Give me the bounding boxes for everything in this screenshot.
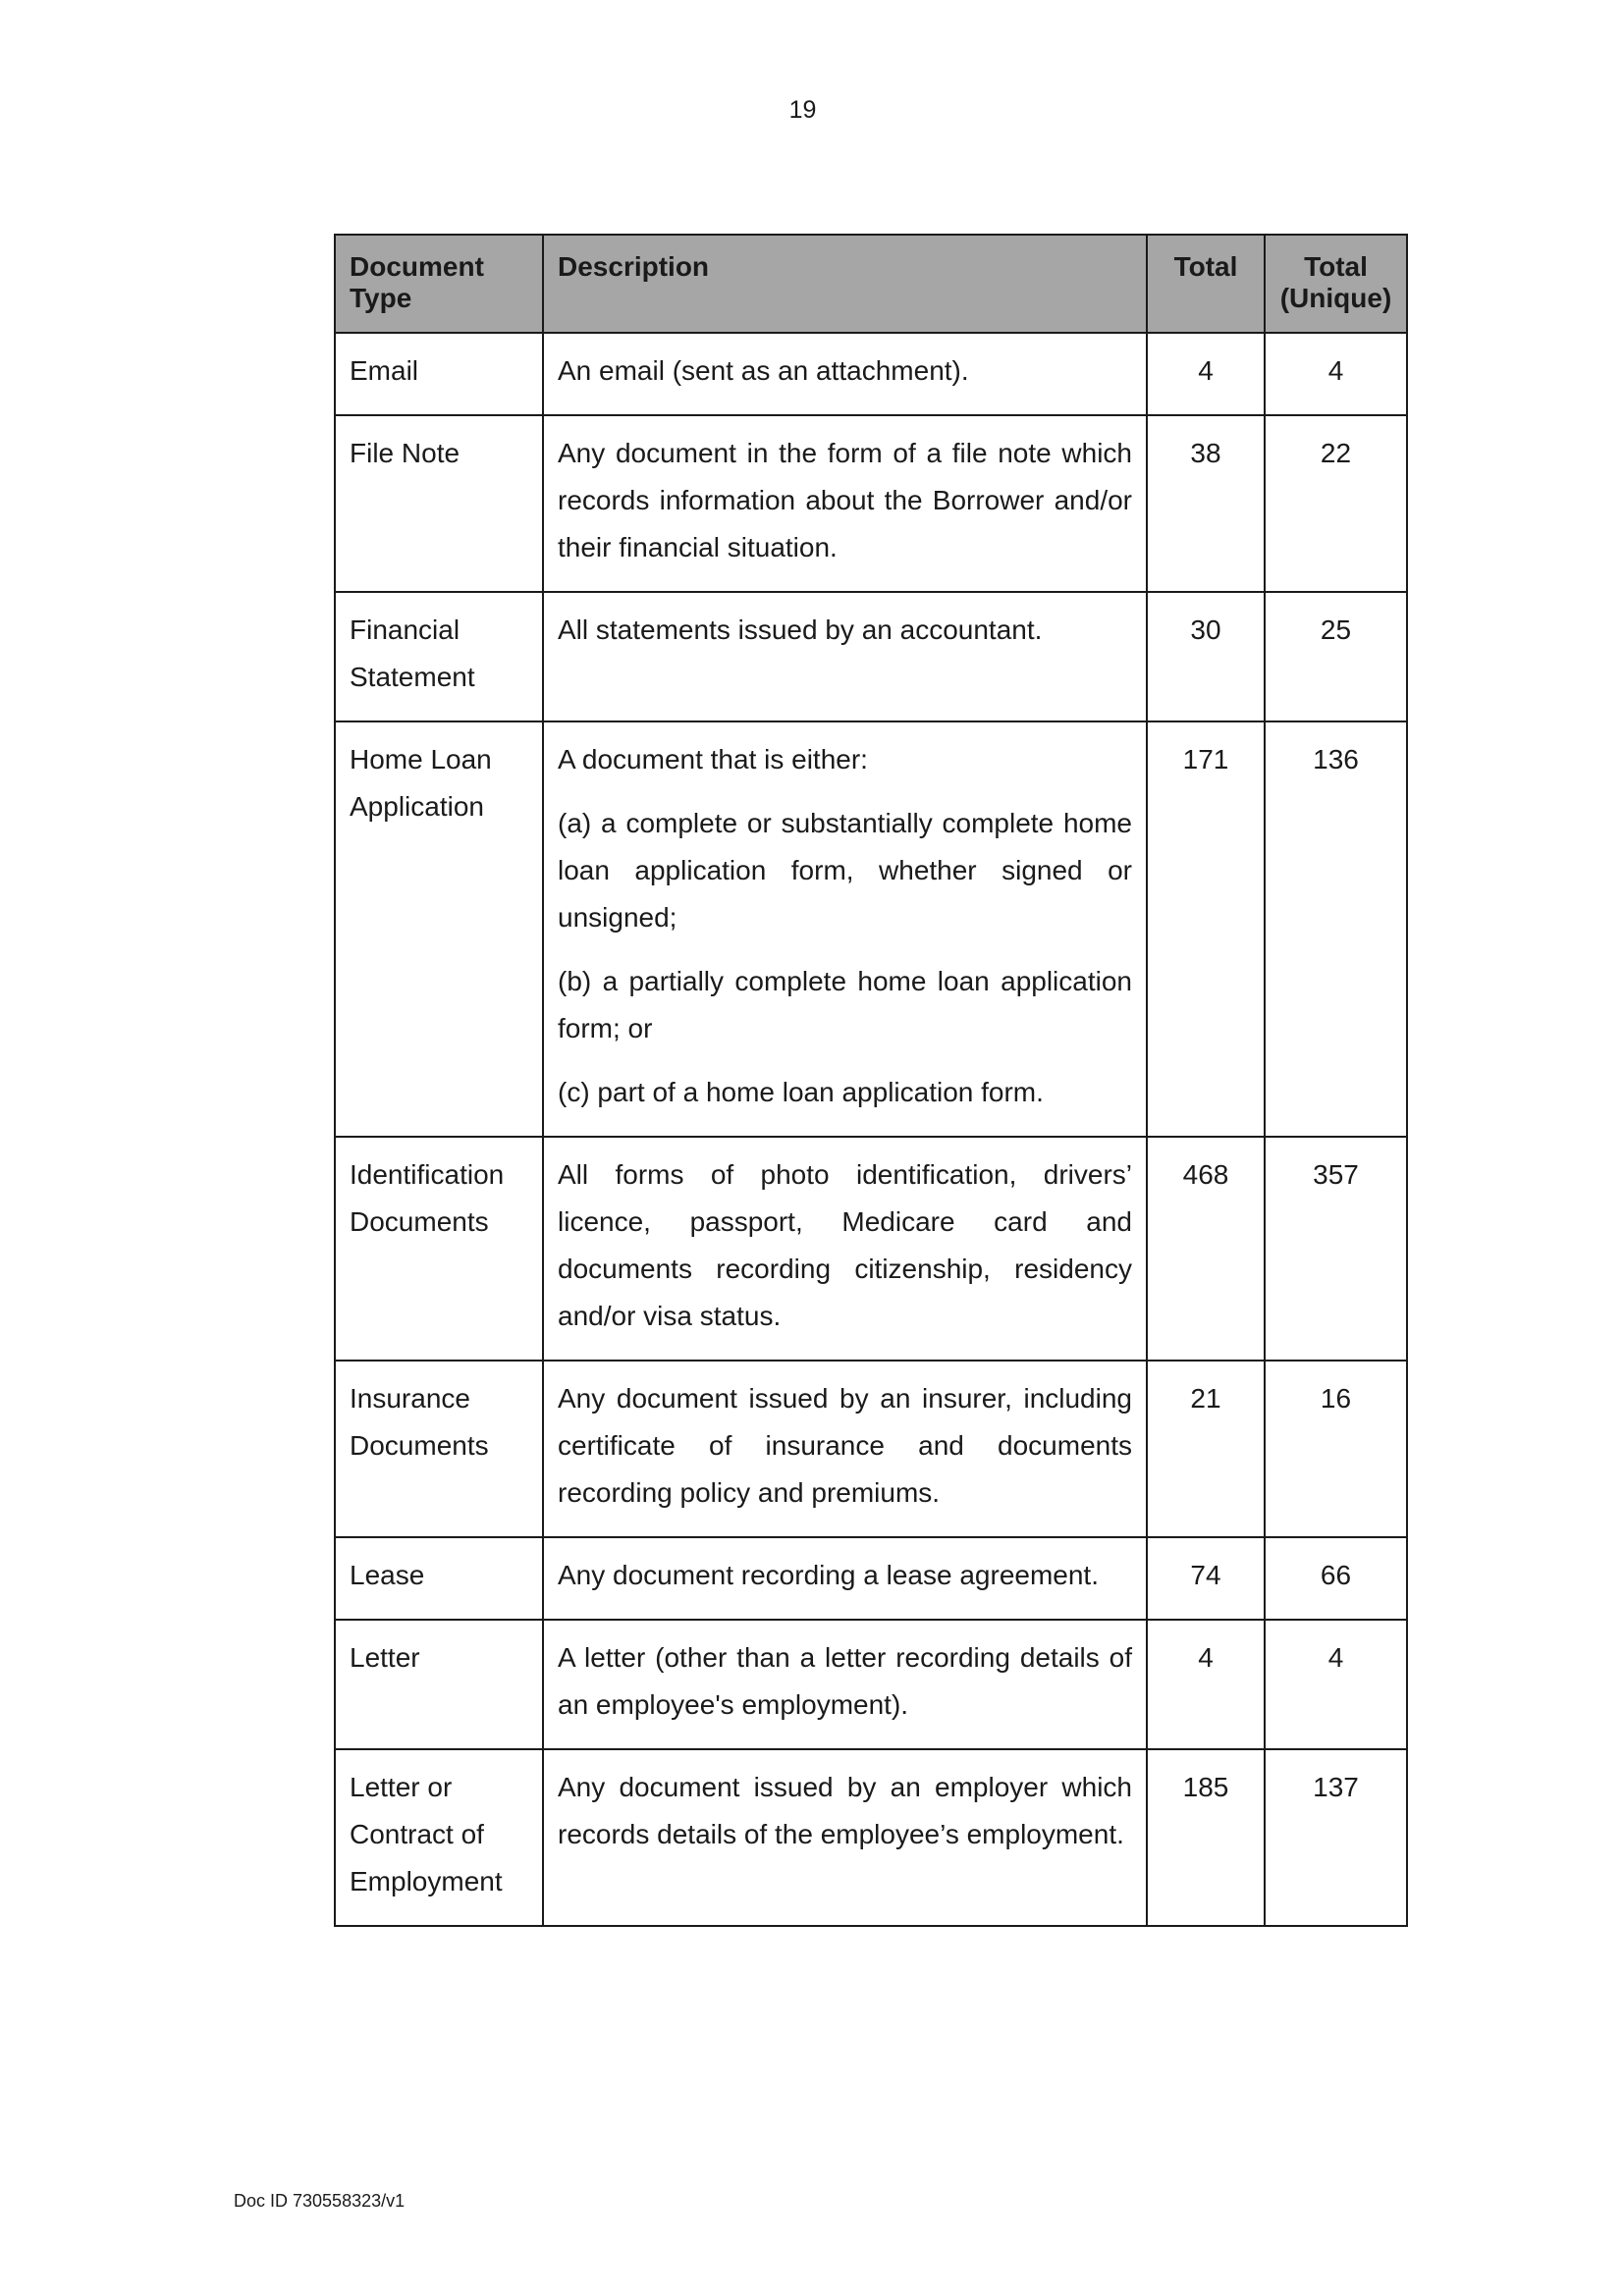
cell-total: 21 (1147, 1361, 1265, 1537)
cell-total-unique: 22 (1265, 415, 1407, 592)
description-paragraph: All statements issued by an accountant. (558, 614, 1043, 645)
cell-document-type: Identification Documents (335, 1137, 543, 1361)
cell-document-type: Home Loan Application (335, 721, 543, 1137)
cell-total-unique: 66 (1265, 1537, 1407, 1620)
cell-description (543, 1137, 1147, 1361)
description-paragraph: (b) a partially complete home loan application form; or (558, 966, 1132, 1043)
doc-id: Doc ID 730558323/v1 (234, 2191, 406, 2211)
cell-description (543, 592, 1147, 721)
table-row (335, 1749, 1407, 1926)
cell-total-unique: 25 (1265, 592, 1407, 721)
table-row (335, 1361, 1407, 1537)
cell-total-unique: 357 (1265, 1137, 1407, 1361)
cell-total: 30 (1147, 592, 1265, 721)
description-paragraph: Any document recording a lease agreement. (558, 1560, 1099, 1590)
description-paragraph: An email (sent as an attachment). (558, 355, 969, 386)
cell-total-unique: 137 (1265, 1749, 1407, 1926)
cell-total: 171 (1147, 721, 1265, 1137)
table-row (335, 721, 1407, 1137)
cell-document-type: Letter or Contract of Employment (335, 1749, 543, 1926)
cell-description (543, 1749, 1147, 1926)
table-row (335, 1620, 1407, 1749)
cell-total: 468 (1147, 1137, 1265, 1361)
description-paragraph: (a) a complete or substantially complete home loan application form, whether signed or unsigned; (558, 808, 1132, 933)
table-row (335, 1537, 1407, 1620)
cell-total-unique: 136 (1265, 721, 1407, 1137)
header-total: Total (1147, 235, 1265, 333)
cell-total: 4 (1147, 1620, 1265, 1749)
description-paragraph: Any document issued by an insurer, including certificate of insurance and documents recording policy and premiums. (558, 1383, 1132, 1508)
header-document-type: Document Type (335, 235, 543, 333)
header-total-unique: Total (Unique) (1265, 235, 1407, 333)
cell-description (543, 1537, 1147, 1620)
description-paragraph: A document that is either: (558, 744, 868, 774)
description-paragraph: (c) part of a home loan application form. (558, 1077, 1044, 1107)
table-row (335, 1137, 1407, 1361)
description-paragraph: A letter (other than a letter recording details of an employee's employment). (558, 1642, 1132, 1720)
table-row (335, 592, 1407, 721)
cell-document-type: Insurance Documents (335, 1361, 543, 1537)
table-row (335, 415, 1407, 592)
cell-description (543, 721, 1147, 1137)
description-paragraph: All forms of photo identification, drivers’ licence, passport, Medicare card and documents recording citizenship, residency and/or visa status. (558, 1159, 1132, 1331)
cell-total-unique: 4 (1265, 1620, 1407, 1749)
cell-description (543, 415, 1147, 592)
cell-description (543, 1620, 1147, 1749)
description-paragraph: Any document issued by an employer which records details of the employee’s employment. (558, 1772, 1132, 1849)
page-number: 19 (788, 96, 817, 124)
cell-total-unique: 16 (1265, 1361, 1407, 1537)
table-header-row (335, 235, 1407, 333)
cell-document-type: Letter (335, 1620, 543, 1749)
description-paragraph: Any document in the form of a file note which records information about the Borrower and/or their financial situation. (558, 438, 1132, 562)
cell-total-unique: 4 (1265, 333, 1407, 415)
cell-total: 38 (1147, 415, 1265, 592)
cell-description (543, 333, 1147, 415)
cell-total: 4 (1147, 333, 1265, 415)
header-description: Description (543, 235, 1147, 333)
cell-document-type: File Note (335, 415, 543, 592)
cell-document-type: Financial Statement (335, 592, 543, 721)
cell-description (543, 1361, 1147, 1537)
table-body (335, 333, 1407, 1926)
cell-total: 74 (1147, 1537, 1265, 1620)
cell-document-type: Lease (335, 1537, 543, 1620)
document-types-table (334, 234, 1408, 1927)
table-row (335, 333, 1407, 415)
cell-document-type: Email (335, 333, 543, 415)
cell-total: 185 (1147, 1749, 1265, 1926)
